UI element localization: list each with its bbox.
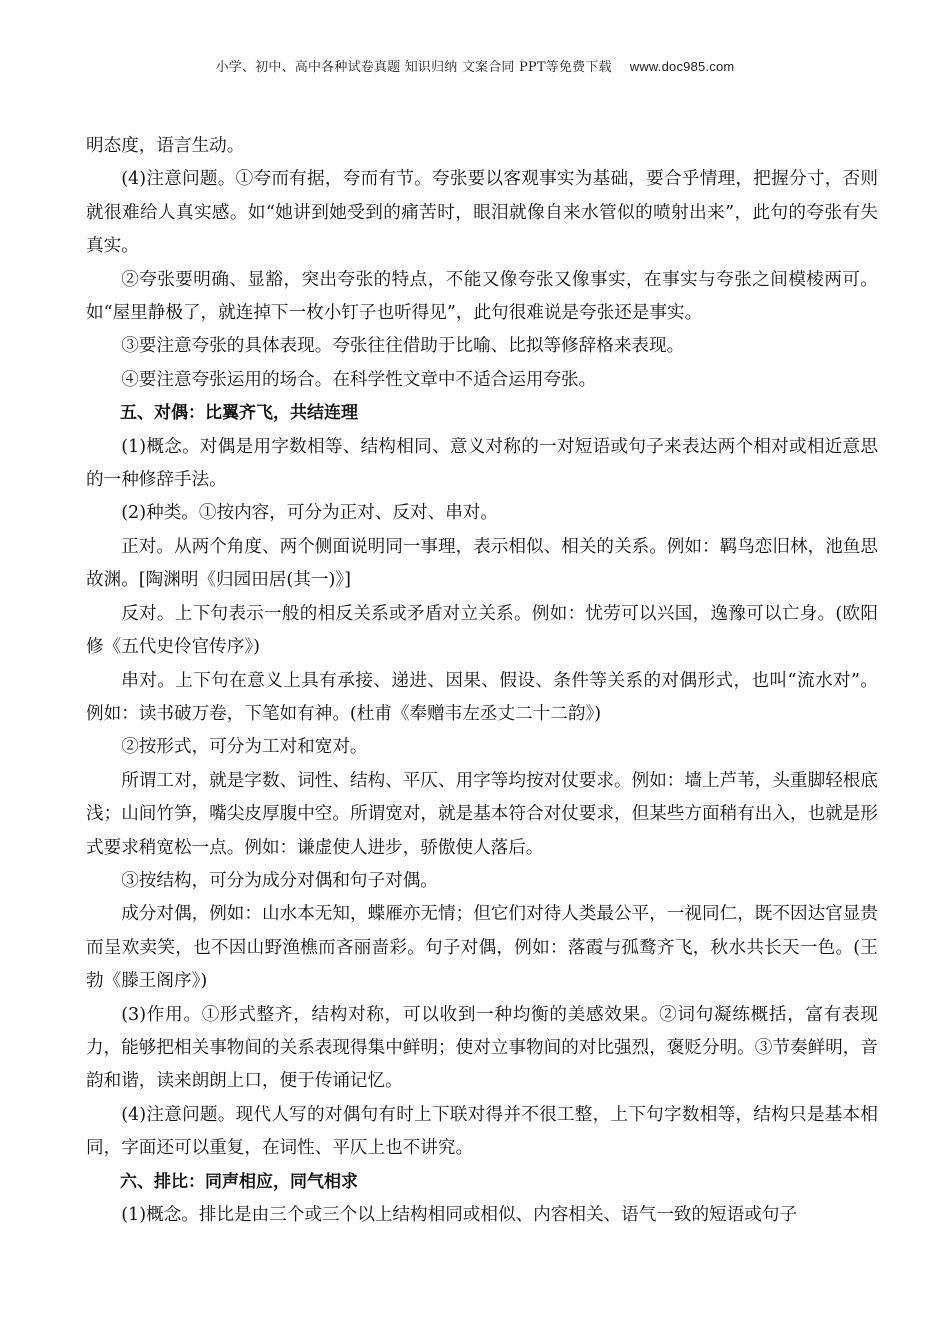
paragraph: (1)概念。排比是由三个或三个以上结构相同或相似、内容相关、语气一致的短语或句子 (121, 1205, 798, 1225)
paragraph: (4)注意问题。①夸而有据，夸而有节。夸张要以客观事实为基础，要合乎情理，把握分寸，否则就很难给人真实感。如“她讲到她受到的痛苦时，眼泪就像自来水管似的喷射出来”，此句的夸张有失真实。 (86, 169, 878, 257)
paragraph: 成分对偶，例如：山水本无知，蝶雁亦无情；但它们对待人类最公平，一视同仁，既不因达官显贵而呈欢卖笑，也不因山野渔樵而吝丽啬彩。句子对偶，例如：落霞与孤鹜齐飞，秋水共长天一色。(王勃《滕王阁序》) (86, 904, 878, 992)
paragraph: (2)种类。①按内容，可分为正对、反对、串对。 (121, 503, 498, 524)
paragraph: ②按形式，可分为工对和宽对。 (121, 737, 368, 758)
paragraph: (3)作用。①形式整齐，结构对称，可以收到一种均衡的美感效果。②词句凝练概括，富有表现力，能够把相关事物间的关系表现得集中鲜明；使对立事物间的对比强烈，褒贬分明。③节奏鲜明，音韵和谐，读来朗朗上口，便于传诵记忆。 (86, 1004, 878, 1092)
header-text: 小学、初中、高中各种试卷真题 知识归纳 文案合同 PPT等免费下载 (215, 60, 612, 75)
page-header (0, 56, 950, 75)
section-heading: 五、对偶：比翼齐飞，共结连理 (120, 403, 358, 424)
paragraph: ③要注意夸张的具体表现。夸张往往借助于比喻、比拟等修辞格来表现。 (121, 336, 685, 357)
paragraph: 所谓工对，就是字数、词性、结构、平仄、用字等均按对仗要求。例如：墙上芦苇，头重脚轻根底浅；山间竹笋，嘴尖皮厚腹中空。所谓宽对，就是基本符合对仗要求，但某些方面稍有出入，也就是形式要求稍宽松一点。例如：谦虚使人进步，骄傲使人落后。 (86, 770, 878, 858)
paragraph: ③按结构，可分为成分对偶和句子对偶。 (121, 870, 438, 891)
paragraph: (4)注意问题。现代人写的对偶句有时上下联对得并不很工整，上下句字数相等，结构只是基本相同，字面还可以重复，在词性、平仄上也不讲究。 (86, 1104, 878, 1159)
paragraph: 反对。上下句表示一般的相反关系或矛盾对立关系。例如：忧劳可以兴国，逸豫可以亡身。(欧阳修《五代史伶官传序》) (86, 603, 878, 658)
section-heading: 六、排比：同声相应，同气相求 (120, 1171, 358, 1192)
paragraph: (1)概念。对偶是用字数相等、结构相同、意义对称的一对短语或句子来表达两个相对或相近意思的一种修辞手法。 (86, 436, 878, 491)
paragraph: 正对。从两个角度、两个侧面说明同一事理，表示相似、相关的关系。例如：羁鸟恋旧林，池鱼思故渊。[陶渊明《归园田居(其一)》] (86, 536, 878, 591)
paragraph: 串对。上下句在意义上具有承接、递进、因果、假设、条件等关系的对偶形式，也叫“流水对”。例如：读书破万卷，下笔如有神。(杜甫《奉赠韦左丞丈二十二韵》) (86, 670, 878, 724)
document-body (86, 130, 878, 1232)
paragraph: ②夸张要明确、显豁，突出夸张的特点，不能又像夸张又像事实，在事实与夸张之间模棱两可。如“屋里静极了，就连掉下一枚小钉子也听得见”，此句很难说是夸张还是事实。 (86, 269, 878, 324)
paragraph: ④要注意夸张运用的场合。在科学性文章中不适合运用夸张。 (121, 369, 597, 390)
header-site-link[interactable]: www.doc985.com (629, 59, 735, 74)
paragraph: 明态度，语言生动。 (86, 136, 245, 156)
